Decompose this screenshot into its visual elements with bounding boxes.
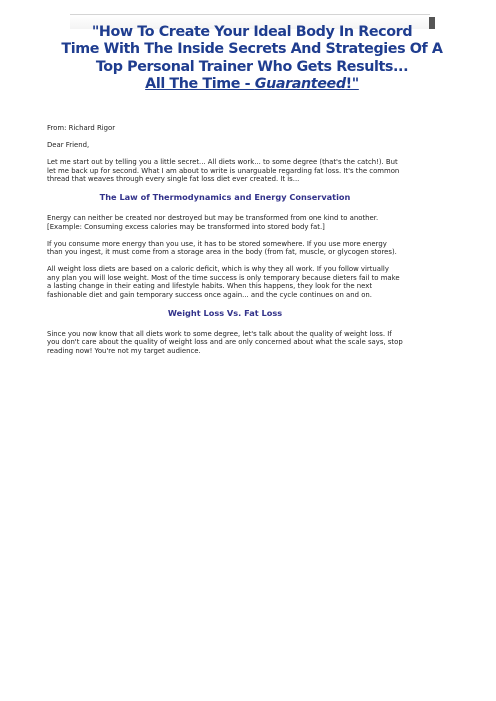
letter-body bbox=[47, 124, 403, 364]
section-heading-thermodynamics: The Law of Thermodynamics and Energy Conservation bbox=[99, 192, 351, 203]
letter-from: From: Richard Rigor bbox=[47, 124, 116, 132]
letter-greeting: Dear Friend, bbox=[47, 141, 90, 150]
page-headline bbox=[60, 24, 444, 93]
headline-line-1: "How To Create Your Ideal Body In Record bbox=[91, 24, 413, 40]
paragraph: If you consume more energy than you use, it has to be stored somewhere. If you use more energy than you ingest, it must come from a storage area in the body (from fat, muscle, or glycogen stores). bbox=[47, 239, 397, 257]
paragraph: Energy can neither be created nor destroyed but may be transformed from one kind to another. [Example: Consuming excess calories may be transformed into stored body fat.] bbox=[47, 214, 379, 231]
paragraph: All weight loss diets are based on a caloric deficit, which is why they all work. If you follow virtually any plan you will lose weight. Most of the time success is only temporary because dieters fail to make a lasting change in their eating and lifestyle habits. When this happens, they look for the next fashionable diet and gain temporary success once again... and the cycle continues on and on. bbox=[47, 265, 400, 299]
headline-guaranteed: Guaranteed bbox=[254, 75, 346, 92]
headline-line-2: Time With The Inside Secrets And Strategies Of A bbox=[61, 41, 443, 58]
headline-line-4-prefix: All The Time - bbox=[145, 75, 255, 92]
letter-intro: Let me start out by telling you a little secret... All diets work... to some degree (that's the catch!). But let me back up for second. What I am about to write is unarguable regarding fat loss. It's the common thread that weaves through every single fat loss diet ever created. It is... bbox=[47, 158, 400, 184]
paragraph: Since you now know that all diets work to some degree, let's talk about the quality of weight loss. If you don't care about the quality of weight loss and are only concerned about what the scale says, stop reading now! You're not my target audience. bbox=[47, 329, 403, 355]
headline-line-4-suffix: !" bbox=[345, 75, 359, 92]
section-heading-weight-vs-fat: Weight Loss Vs. Fat Loss bbox=[167, 307, 283, 318]
headline-line-3: Top Personal Trainer Who Gets Results... bbox=[95, 58, 409, 75]
headline-line-4 bbox=[60, 76, 444, 93]
